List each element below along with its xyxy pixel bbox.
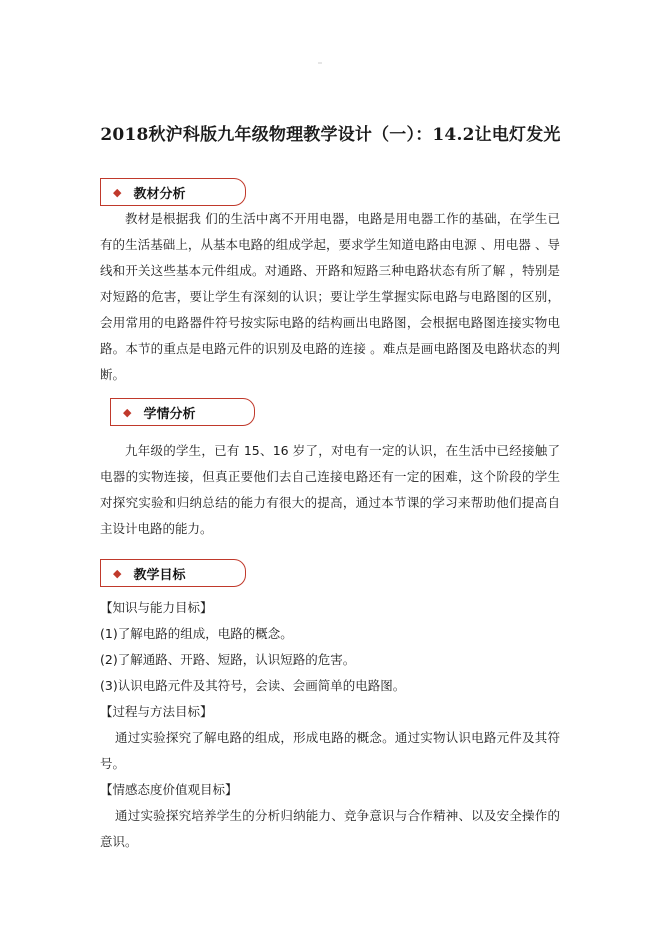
section-heading: 教材分析	[133, 186, 186, 202]
decorative-mark	[318, 62, 322, 64]
emotion-goals-text: 通过实验探究培养学生的分析归纳能力、竞争意识与合作精神、以及安全操作的意识。	[100, 808, 560, 849]
goal-item: (1)了解电路的组成，电路的概念。	[100, 626, 293, 641]
goal-item: (2)了解通路、开路、短路，认识短路的危害。	[100, 652, 356, 667]
section-header-student-analysis	[110, 398, 255, 426]
process-goals-heading: 【过程与方法目标】	[100, 704, 213, 719]
section-heading: 学情分析	[143, 406, 196, 422]
section-heading: 教学目标	[133, 567, 186, 583]
emotion-goals-heading: 【情感态度价值观目标】	[100, 782, 238, 797]
diamond-bullet-icon: ◆	[113, 185, 122, 199]
diamond-bullet-icon: ◆	[123, 405, 132, 419]
section-paragraph: 教材是根据我 们的生活中离不开用电器，电路是用电器工作的基础，在学生已有的生活基础上，从基本电路的组成学起，要求学生知道电路由电源 、用电器 、导线和开关这些基本元件组成。对通路、开路和短路三种电路状态有所了解 ，特别是对短路的危害，要让学生有深刻的认识；要让学生掌握实际电路与电路图的区别，会用常用的电路器件符号按实际电路的结构画出电路图，会根据电路图连接实物电路。本节的重点是电路元件的识别及电路的连接 。难点是画电路图及电路状态的判断。	[100, 211, 560, 382]
diamond-bullet-icon: ◆	[113, 566, 122, 580]
goal-item: (3)认识电路元件及其符号，会读、会画简单的电路图。	[100, 678, 406, 693]
process-goals-text: 通过实验探究了解电路的组成，形成电路的概念。通过实物认识电路元件及其符号。	[100, 730, 560, 771]
section-header-teaching-goals	[100, 559, 246, 587]
knowledge-goals-heading: 【知识与能力目标】	[100, 600, 213, 615]
document-title: 2018秋沪科版九年级物理教学设计（一）：14.2让电灯发光	[100, 125, 561, 145]
section-paragraph: 九年级的学生，已有 15、16 岁了，对电有一定的认识，在生活中已经接触了电器的实物连接，但真正要他们去自己连接电路还有一定的困难，这个阶段的学生对探究实验和归纳总结的能力有很大的提高，通过本节课的学习来帮助他们提高自主设计电路的能力。	[100, 443, 560, 536]
section-header-textbook-analysis	[100, 178, 246, 206]
